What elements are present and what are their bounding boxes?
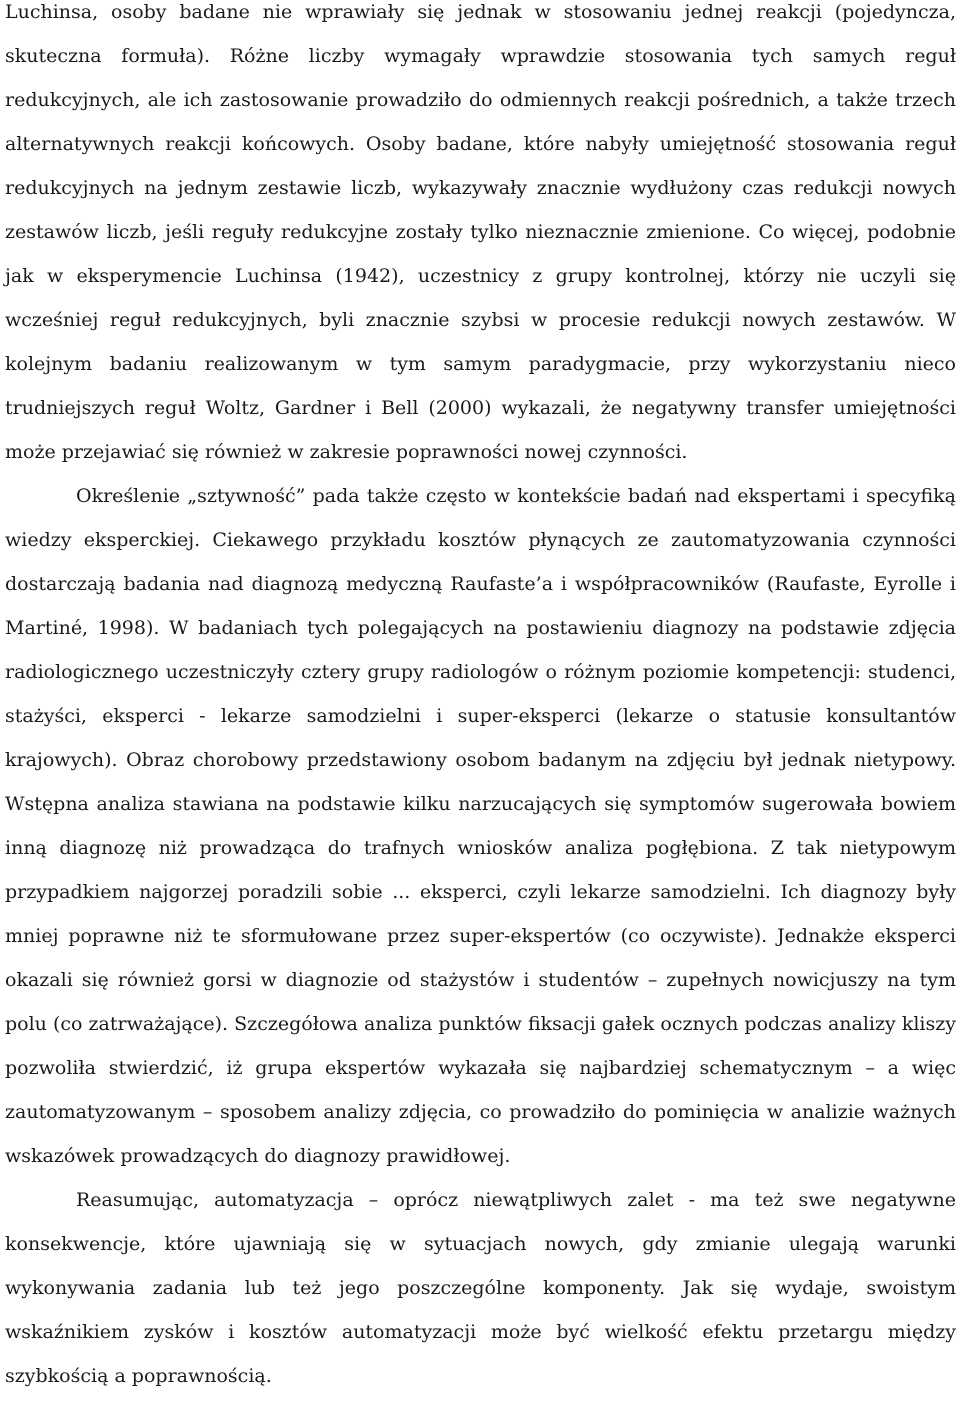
paragraph-expert-rigidity: Określenie „sztywność” pada także często w kontekście badań nad ekspertami i specyfiką wiedzy eksperckiej. Ciekawego przykładu kosztów płynących ze zautomatyzowania czynności dostarczają badania nad diagnozą medyczną Raufaste’a i współpracowników (Raufaste, Eyrolle i Martiné, 1998). W badaniach tych polegających na postawieniu diagnozy na podstawie zdjęcia radiologicznego uczestniczyły cztery grupy radiologów o różnym poziomie kompetencji: studenci, stażyści, eksperci - lekarze samodzielni i super-eksperci (lekarze o statusie konsultantów krajowych). Obraz chorobowy przedstawiony osobom badanym na zdjęciu był jednak nietypowy. Wstępna analiza stawiana na podstawie kilku narzucających się symptomów sugerowała bowiem inną diagnozę niż prowadząca do trafnych wniosków analiza pogłębiona. Z tak nietypowym przypadkiem najgorzej poradzili sobie ... eksperci, czyli lekarze samodzielni. Ich diagnozy były mniej poprawne niż te sformułowane przez super-ekspertów (co oczywiste). Jednakże eksperci okazali się również gorsi w diagnozie od stażystów i studentów – zupełnych nowicjuszy na tym polu (co zatrważające). Szczegółowa analiza punktów fiksacji gałek ocznych podczas analizy kliszy pozwoliła stwierdzić, iż grupa ekspertów wykazała się najbardziej schematycznym – a więc zautomatyzowanym – sposobem analizy zdjęcia, co prowadziło do pominięcia w analizie ważnych wskazówek prowadzących do diagnozy prawidłowej. <box>5 485 956 1167</box>
paragraph-continuation: Luchinsa, osoby badane nie wprawiały się jednak w stosowaniu jednej reakcji (pojedyncza, skuteczna formuła). Różne liczby wymagały wprawdzie stosowania tych samych reguł redukcyjnych, ale ich zastosowanie prowadziło do odmiennych reakcji pośrednich, a także trzech alternatywnych reakcji końcowych. Osoby badane, które nabyły umiejętność stosowania reguł redukcyjnych na jednym zestawie liczb, wykazywały znacznie wydłużony czas redukcji nowych zestawów liczb, jeśli reguły redukcyjne zostały tylko nieznacznie zmienione. Co więcej, podobnie jak w eksperymencie Luchinsa (1942), uczestnicy z grupy kontrolnej, którzy nie uczyli się wcześniej reguł redukcyjnych, byli znacznie szybsi w procesie redukcji nowych zestawów. W kolejnym badaniu realizowanym w tym samym paradygmacie, przy wykorzystaniu nieco trudniejszych reguł Woltz, Gardner i Bell (2000) wykazali, że negatywny transfer umiejętności może przejawiać się również w zakresie poprawności nowej czynności. <box>5 1 956 463</box>
paragraph-summary: Reasumując, automatyzacja – oprócz niewątpliwych zalet - ma też swe negatywne konsekwencje, które ujawniają się w sytuacjach nowych, gdy zmianie ulegają warunki wykonywania zadania lub też jego poszczególne komponenty. Jak się wydaje, swoistym wskaźnikiem zysków i kosztów automatyzacji może być wielkość efektu przetargu między szybkością a poprawnością. <box>5 1189 956 1387</box>
